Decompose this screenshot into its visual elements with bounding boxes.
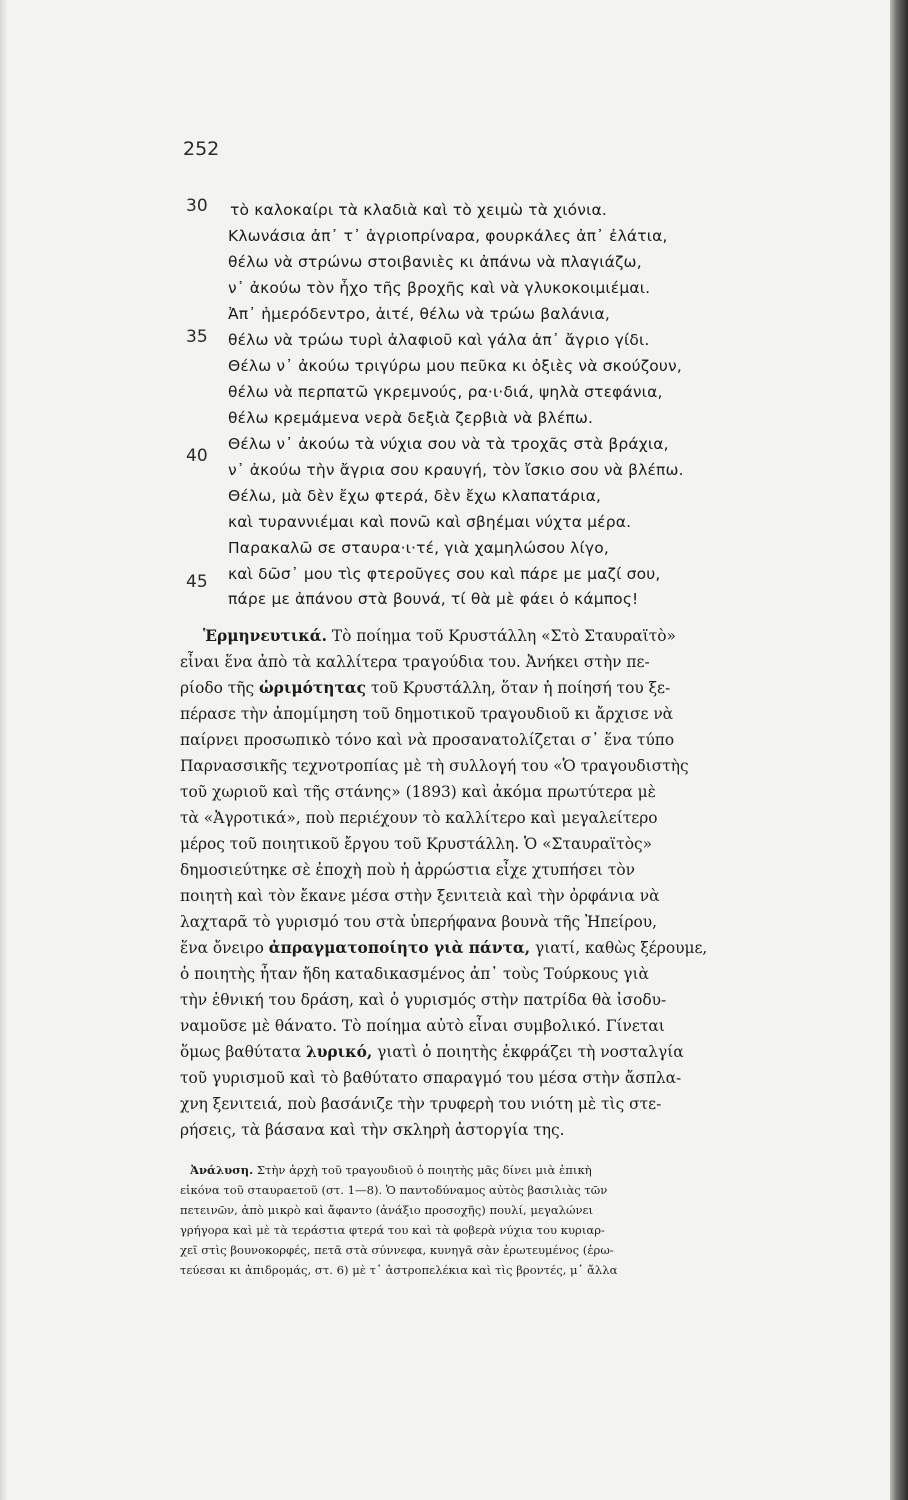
poem-line: θέλω νὰ τρώω τυρὶ ἀλαφιοῦ καὶ γάλα ἀπ᾽ ἄγριο γίδι. <box>228 331 650 349</box>
poem-line: θέλω νὰ στρώνω στοιβανιὲς κι ἀπάνω νὰ πλαγιάζω, <box>228 253 642 271</box>
poem-line: Παρακαλῶ σε σταυρα·ι·τέ, γιὰ χαμηλώσου λίγο, <box>228 539 609 557</box>
analysis-line: χεῖ στὶς βουνοκορφές, πετᾶ στὰ σύννεφα, κυνηγᾶ σὰν ἐρωτευμένος (ἐρω- <box>180 1243 614 1257</box>
line-number-30: 30 <box>186 196 208 216</box>
analysis-heading: Ἀνάλυση. <box>190 1163 254 1177</box>
commentary-line: Παρνασσικῆς τεχνοτροπίας μὲ τὴ συλλογή του «Ὁ τραγουδιστὴς <box>180 757 689 775</box>
line-number-40: 40 <box>186 446 208 466</box>
commentary-line: τὴν ἐθνική του δράση, καὶ ὁ γυρισμός στὴν πατρίδα θὰ ἰσοδυ- <box>180 991 667 1009</box>
poem-line: καὶ δῶσ᾽ μου τὶς φτεροῦγες σου καὶ πάρε με μαζί σου, <box>228 565 661 583</box>
poem-line: τὸ καλοκαίρι τὰ κλαδιὰ καὶ τὸ χειμὼ τὰ χιόνια. <box>230 201 607 219</box>
commentary-line: μέρος τοῦ ποιητικοῦ ἔργου τοῦ Κρυστάλλη. Ὁ «Σταυραϊτὸς» <box>180 835 652 853</box>
commentary-line: παίρνει προσωπικὸ τόνο καὶ νὰ προσανατολίζεται σ᾽ ἕνα τύπο <box>180 731 675 749</box>
commentary-line: χνη ξενιτειά, ποὺ βασάνιζε τὴν τρυφερὴ του νιότη μὲ τὶς στε- <box>180 1095 662 1113</box>
commentary-line: τοῦ γυρισμοῦ καὶ τὸ βαθύτατο σπαραγμό του μέσα στὴν ἄσπλα- <box>180 1069 682 1087</box>
commentary-line: πέρασε τὴν ἀπομίμηση τοῦ δημοτικοῦ τραγουδιοῦ κι ἄρχισε νὰ <box>180 705 674 723</box>
poem-line: θέλω κρεμάμενα νερὰ δεξιὰ ζερβιὰ νὰ βλέπω. <box>228 409 594 427</box>
commentary-line: ὁ ποιητὴς ἦταν ἤδη καταδικασμένος ἀπ᾽ τοὺς Τούρκους γιὰ <box>180 965 649 983</box>
poem-line: ν᾽ ἀκούω τὸν ἦχο τῆς βροχῆς καὶ νὰ γλυκοκοιμιέμαι. <box>228 279 651 297</box>
analysis-line: Ἀνάλυση. Στὴν ἀρχὴ τοῦ τραγουδιοῦ ὁ ποιητὴς μᾶς δίνει μιὰ ἐπικὴ <box>190 1163 592 1177</box>
poem-line: Κλωνάσια ἀπ᾽ τ᾽ ἀγριοπρίναρα, φουρκάλες ἀπ᾽ ἐλάτια, <box>228 227 668 245</box>
analysis-line: τεύεσαι κι ἀπιδρομάς, στ. 6) μὲ τ᾽ ἀστροπελέκια καὶ τὶς βροντές, μ᾽ ἄλλα <box>180 1263 618 1277</box>
commentary-heading: Ἑρμηνευτικά. <box>203 627 327 645</box>
poem-line: Θέλω ν᾽ ἀκούω τριγύρω μου πεῦκα κι ὀξιὲς νὰ σκούζουν, <box>228 357 682 375</box>
commentary-line: ὅμως βαθύτατα λυρικό, γιατὶ ὁ ποιητὴς ἐκφράζει τὴ νοσταλγία <box>180 1043 684 1061</box>
analysis-line: πετεινῶν, ἀπὸ μικρὸ καὶ ἄφαντο (ἀνάξιο προσοχῆς) πουλί, μεγαλώνει <box>180 1203 594 1217</box>
page-left-edge <box>0 0 8 1500</box>
commentary-line: ποιητὴ καὶ τὸν ἔκανε μέσα στὴν ξενιτειὰ καὶ τὴν ὀρφάνια νὰ <box>180 887 660 905</box>
poem-line: Θέλω ν᾽ ἀκούω τὰ νύχια σου νὰ τὰ τροχᾶς στὰ βράχια, <box>228 435 669 453</box>
commentary-line: ρίοδο τῆς ὡριμότητας τοῦ Κρυστάλλη, ὅταν ἡ ποίησή του ξε- <box>180 679 671 697</box>
commentary-line: τοῦ χωριοῦ καὶ τῆς στάνης» (1893) καὶ ἀκόμα πρωτύτερα μὲ <box>180 783 656 801</box>
poem-line: πάρε με ἀπάνου στὰ βουνά, τί θὰ μὲ φάει ὁ κάμπος! <box>228 590 639 608</box>
line-number-35: 35 <box>186 327 208 347</box>
poem-line: Ἀπ᾽ ἡμερόδεντρο, ἀιτέ, θέλω νὰ τρώω βαλάνια, <box>228 305 610 323</box>
commentary-line: εἶναι ἕνα ἀπὸ τὰ καλλίτερα τραγούδια του. Ἀνήκει στὴν πε- <box>180 653 650 671</box>
commentary-line: λαχταρᾶ τὸ γυρισμό του στὰ ὑπερήφανα βουνὰ τῆς Ἠπείρου, <box>180 913 658 931</box>
analysis-line: εἰκόνα τοῦ σταυραετοῦ (στ. 1—8). Ὁ παντοδύναμος αὐτὸς βασιλιὰς τῶν <box>180 1183 608 1197</box>
page-right-edge <box>890 0 908 1500</box>
commentary-line: ναμοῦσε μὲ θάνατο. Τὸ ποίημα αὐτὸ εἶναι συμβολικό. Γίνεται <box>180 1017 665 1035</box>
poem-line: Θέλω, μὰ δὲν ἔχω φτερά, δὲν ἔχω κλαπατάρια, <box>228 487 602 505</box>
poem-line: θέλω νὰ περπατῶ γκρεμνούς, ρα·ι·διά, ψηλὰ στεφάνια, <box>228 383 663 401</box>
commentary-line: ἕνα ὄνειρο ἀπραγματοποίητο γιὰ πάντα, γιατί, καθὼς ξέρουμε, <box>180 939 708 957</box>
commentary-line: ρήσεις, τὰ βάσανα καὶ τὴν σκληρὴ ἀστοργία της. <box>180 1121 565 1139</box>
commentary-line: Ἑρμηνευτικά. Τὸ ποίημα τοῦ Κρυστάλλη «Στὸ Σταυραϊτὸ» <box>203 627 676 645</box>
line-number-45: 45 <box>186 572 208 592</box>
poem-line: καὶ τυραννιέμαι καὶ πονῶ καὶ σβηέμαι νύχτα μέρα. <box>228 513 632 531</box>
page-number: 252 <box>183 138 220 160</box>
commentary-line: τὰ «Ἀγροτικά», ποὺ περιέχουν τὸ καλλίτερο καὶ μεγαλείτερο <box>180 809 658 827</box>
commentary-line: δημοσιεύτηκε σὲ ἐποχὴ ποὺ ἡ ἀρρώστια εἶχε χτυπήσει τὸν <box>180 861 635 879</box>
poem-line: ν᾽ ἀκούω τὴν ἄγρια σου κραυγή, τὸν ἴσκιο σου νὰ βλέπω. <box>228 461 684 479</box>
analysis-line: γρήγορα καὶ μὲ τὰ τεράστια φτερά του καὶ τὰ φοβερὰ νύχια του κυριαρ- <box>180 1223 605 1237</box>
